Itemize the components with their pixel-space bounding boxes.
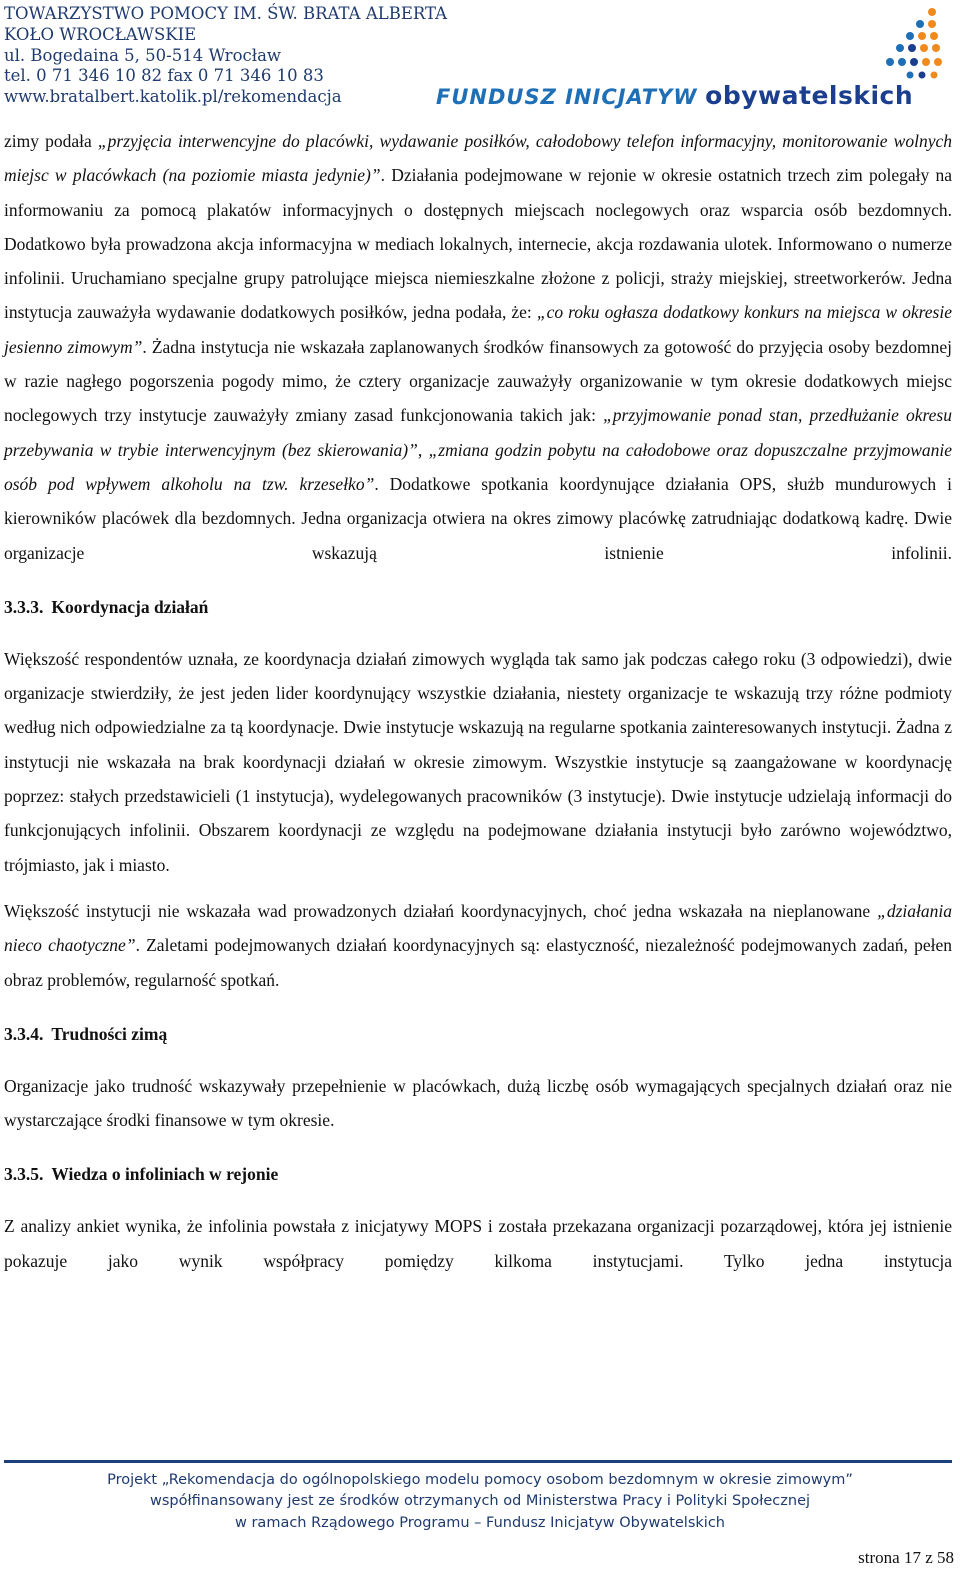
text-run: . Zaletami podejmowanych działań koordynacyjnych są: elastyczność, niezależność podejmowanych zadań, pełen obraz problemów, regularność spotkań. bbox=[4, 935, 952, 990]
footer-line: współfinansowany jest ze środków otrzymanych od Ministerstwa Pracy i Polityki Społecznej bbox=[149, 1493, 811, 1510]
org-phone: tel. 0 71 346 10 82 fax 0 71 346 10 83 bbox=[4, 66, 324, 86]
text-run: Większość respondentów uznała, ze koordynacja działań zimowych wygląda tak samo jak podczas całego roku (3 odpowiedzi), dwie organizacje stwierdziły, że jest jeden lider koordynujący wszystkie działania, niestety organizacje te wskazują trzy różne podmioty według nich odpowiedzialne za tą koordynacje. Dwie instytucje wskazują na regularne spotkania zainteresowanych instytucji. Żadna z instytucji nie wskazała na brak koordynacji działań w okresie zimowym. Wszystkie instytucje są zaangażowane w koordynację poprzez: stałych przedstawicieli (1 instytucja), wydelegowanych pracowników (3 instytucje). Dwie instytucje udzielają informacji do funkcjonujących infolinii. Obszarem koordynacji ze względu na podejmowane działania instytucji było zarówno województwo, trójmiasto, jak i miasto. bbox=[4, 648, 952, 875]
document-body bbox=[4, 124, 952, 1278]
section-title: Wiedza o infoliniach w rejonie bbox=[51, 1164, 279, 1185]
quoted-text: „działania nieco chaotyczne” bbox=[4, 900, 952, 956]
text-run: . Działania podejmowane w rejonie w okresie ostatnich trzech zim polegały na informowaniu za pomocą plakatów informacyjnych o dostępnych miejscach noclegowych oraz wsparcia osób bezdomnych. Dodatkowo była prowadzona akcja informacyjna w mediach lokalnych, internecie, akcja rozdawania ulotek. Informowano o numerze infolinii. Uruchamiano specjalne grupy patrolujące miejsca niemieszkalne złożone z policji, straży miejskiej, streetworkerów. Jedna instytucja zauważyła wydawanie dodatkowych posiłków, jedna podała, że: bbox=[4, 165, 952, 323]
body-paragraph bbox=[4, 1209, 952, 1278]
footer-line: w ramach Rządowego Programu – Fundusz Inicjatyw Obywatelskich bbox=[235, 1514, 725, 1531]
fio-logo-text-a: FUNDUSZ INICJATYW bbox=[436, 85, 698, 109]
organization-address-block bbox=[4, 4, 447, 108]
section-heading-infolines bbox=[4, 1162, 952, 1186]
quoted-text: „przyjmowanie ponad stan, przedłużanie okresu przebywania w trybie interwencyjnym (bez skierowania)” bbox=[4, 405, 952, 460]
section-heading-coordination bbox=[4, 595, 952, 619]
text-run: Z analizy ankiet wynika, że infolinia powstała z inicjatywy MOPS i została przekazana organizacji pozarządowej, która jej istnienie pokazuje jako wynik współpracy pomiędzy kilkoma instytucjami. Tylko jedna instytucja bbox=[4, 1216, 952, 1271]
section-number: 3.3.5. bbox=[4, 1164, 44, 1185]
org-street: ul. Bogedaina 5, 50-514 Wrocław bbox=[4, 45, 282, 65]
text-run: , bbox=[417, 439, 429, 460]
fio-logo bbox=[436, 6, 946, 110]
org-website[interactable]: www.bratalbert.katolik.pl/rekomendacja bbox=[4, 87, 342, 107]
text-run: . Dodatkowe spotkania koordynujące działania OPS, służb mundurowych i kierowników placówek dla bezdomnych. Jedna organizacja otwiera na okres zimowy placówkę zatrudniając dodatkową kadrę. Dwie organizacje wskazują istnienie infolinii. bbox=[4, 473, 953, 563]
section-number: 3.3.4. bbox=[4, 1023, 44, 1044]
body-paragraph bbox=[4, 124, 952, 570]
body-paragraph bbox=[4, 1069, 952, 1138]
body-paragraph bbox=[4, 894, 952, 997]
text-run: Większość instytucji nie wskazała wad prowadzonych działań koordynacyjnych, choć jedna wskazała na nieplanowane bbox=[4, 900, 878, 921]
section-title: Koordynacja działań bbox=[51, 596, 209, 617]
page-number: strona 17 z 58 bbox=[858, 1548, 954, 1567]
quoted-text: „przyjęcia interwencyjne do placówki, wydawanie posiłków, całodobowy telefon informacyjny, monitorowanie wolnych miejsc w placówkach (na poziomie miasta jedynie)” bbox=[4, 131, 953, 186]
footer-project-info bbox=[0, 1470, 960, 1534]
section-heading-winter-difficulties bbox=[4, 1022, 952, 1046]
fio-logo-text-b: obywatelskich bbox=[705, 81, 914, 110]
text-run: Organizacje jako trudność wskazywały przepełnienie w placówkach, dużą liczbę osób wymagających specjalnych działań oraz nie wystarczające środki finansowe w tym okresie. bbox=[4, 1075, 952, 1131]
section-number: 3.3.3. bbox=[4, 596, 44, 617]
org-branch: KOŁO WROCŁAWSKIE bbox=[4, 24, 197, 44]
text-run: zimy podała bbox=[4, 131, 98, 151]
text-run: . Żadna instytucja nie wskazała zaplanowanych środków finansowych za gotowość do przyjęcia osoby bezdomnej w razie nagłego pogorszenia pogody mimo, że cztery organizacje zauważyły organizowanie w tym okresie dodatkowych miejsc noclegowych trzy instytucje zauważyły zmiany zasad funkcjonowania takich jak: bbox=[4, 336, 952, 426]
fio-logo-text bbox=[436, 81, 913, 110]
quoted-text: „zmiana godzin pobytu na całodobowe oraz dopuszczalne przyjmowanie osób pod wpływem alkoholu na tzw. krzesełko” bbox=[4, 439, 953, 494]
fio-dots-icon bbox=[880, 6, 944, 80]
body-paragraph bbox=[4, 642, 952, 882]
section-title: Trudności zimą bbox=[51, 1023, 168, 1044]
footer-line: Projekt „Rekomendacja do ogólnopolskiego modelu pomocy osobom bezdomnym w okresie zimowym” bbox=[107, 1472, 853, 1488]
footer-divider bbox=[4, 1460, 952, 1463]
quoted-text: „co roku ogłasza dodatkowy konkurs na miejsca w okresie jesienno zimowym” bbox=[4, 302, 952, 357]
org-name: TOWARZYSTWO POMOCY IM. ŚW. BRATA ALBERTA bbox=[4, 4, 448, 23]
